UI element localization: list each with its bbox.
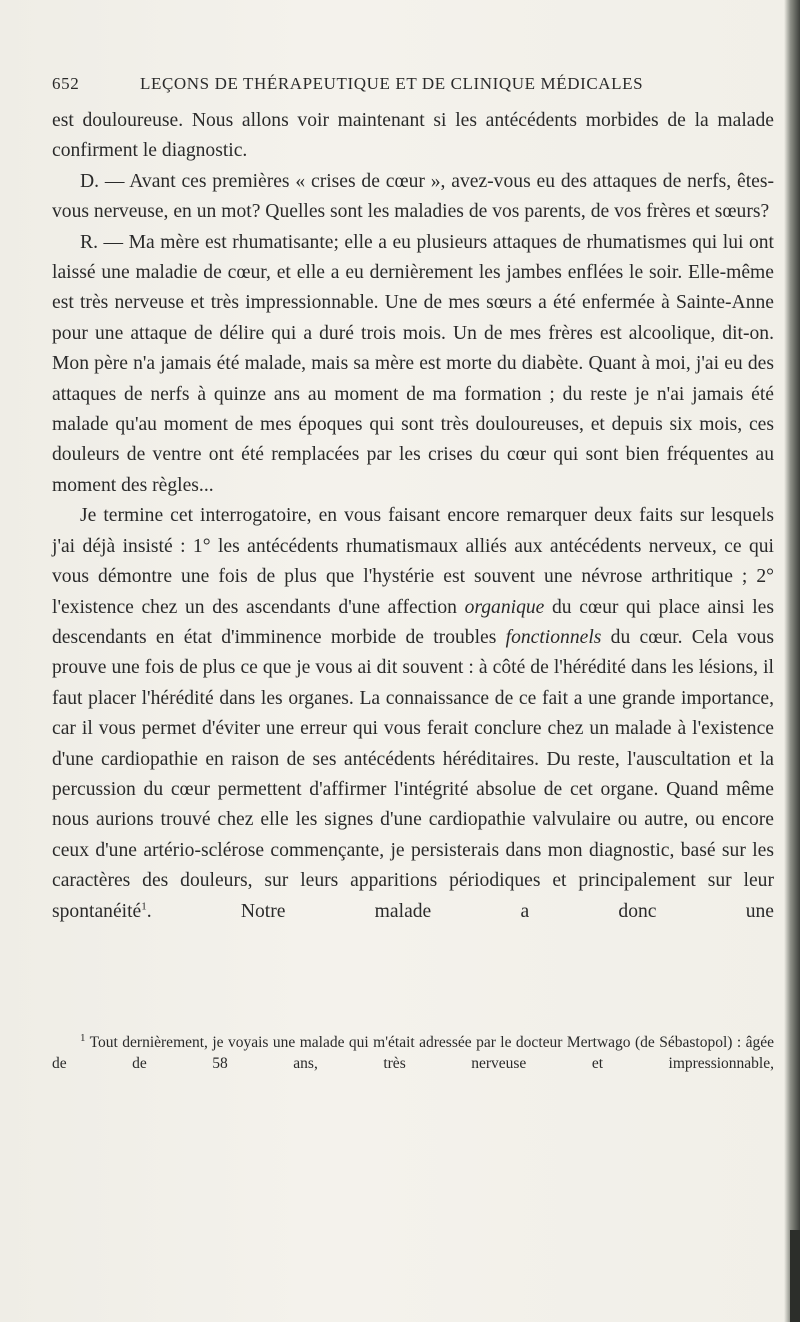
running-title: LEÇONS DE THÉRAPEUTIQUE ET DE CLINIQUE MÉDICALES — [140, 74, 644, 93]
page-header — [52, 74, 772, 104]
paragraph-4-part-3: du cœur. Cela vous prouve une fois de plus ce que je vous ai dit souvent : à côté de l'hérédité dans les lésions, il faut placer l'hérédité dans les organes. La connaissance de ce fait a une grande importance, car il vous permet d'éviter une erreur qui vous ferait conclure chez un malade à l'existence d'une cardiopathie en raison de ses antécédents héréditaires. Du reste, l'auscultation et la percussion du cœur permettent d'affirmer l'intégrité absolue de cet organe. Quand même nous aurions trouvé chez elle les signes d'une cardiopathie valvulaire ou autre, ou encore ceux d'une artério-sclérose commençante, je persisterais dans mon diagnostic, basé sur les caractères des douleurs, sur leurs apparitions périodiques et principalement sur leur spontanéité — [52, 626, 774, 922]
paragraph-3: R. — Ma mère est rhumatisante; elle a eu plusieurs attaques de rhumatismes qui lui ont laissé une maladie de cœur, et elle a eu dernièrement les jambes enflées le soir. Elle-même est très nerveuse et très impressionnable. Une de mes sœurs a été enfermée à Sainte-Anne pour une attaque de délire qui a duré trois mois. Un de mes frères est alcoolique, dit-on. Mon père n'a jamais été malade, mais sa mère est morte du diabète. Quant à moi, j'ai eu des attaques de nerfs à quinze ans au moment de ma formation ; du reste je n'ai jamais été malade qu'au moment de mes époques qui sont très douloureuses, et depuis six mois, ces douleurs de ventre ont été remplacées par les crises du cœur qui sont bien fréquentes au moment des règles... — [52, 231, 774, 496]
paragraph-4-part-1: Je termine cet interrogatoire, en vous faisant encore remarquer deux faits sur lesquels j'ai déjà insisté : 1° les antécédents rhumatismaux alliés aux antécédents nerveux, ce qui vous démontre une fois de plus que l'hystérie est souvent une névrose arthritique ; 2° l'existence chez un des ascendants d'une affection — [52, 505, 774, 618]
footnotes — [52, 1032, 774, 1074]
footnote-mark: 1 — [80, 1031, 86, 1044]
footnote-text: Tout dernièrement, je voyais une malade qui m'était adressée par le docteur Mertwago (de Sébastopol) : âgée de de 58 ans, très nerveuse et impressionnable, — [52, 1034, 774, 1072]
paragraph-1: est douloureuse. Nous allons voir maintenant si les antécédents morbides de la malade confirment le diagnostic. — [52, 110, 774, 162]
paragraph-4-part-2: du cœur qui place ainsi les descendants en état d'imminence morbide de troubles — [52, 596, 775, 648]
body-text — [52, 106, 774, 927]
paragraph-4-part-4: . Notre malade a donc une — [146, 900, 774, 922]
footnote-1 — [52, 1032, 774, 1074]
paragraph-4 — [52, 501, 774, 927]
italic-organique: organique — [464, 596, 545, 618]
page-corner-shadow — [790, 1230, 800, 1322]
paragraph-2: D. — Avant ces premières « crises de cœur », avez-vous eu des attaques de nerfs, êtes-vous nerveuse, en un mot? Quelles sont les maladies de vos parents, de vos frères et sœurs? — [52, 170, 774, 223]
italic-fonctionnels: fonctionnels — [505, 626, 602, 648]
page-edge-shadow — [784, 0, 800, 1322]
footnote-reference: 1 — [141, 900, 147, 913]
page-number: 652 — [52, 74, 80, 93]
